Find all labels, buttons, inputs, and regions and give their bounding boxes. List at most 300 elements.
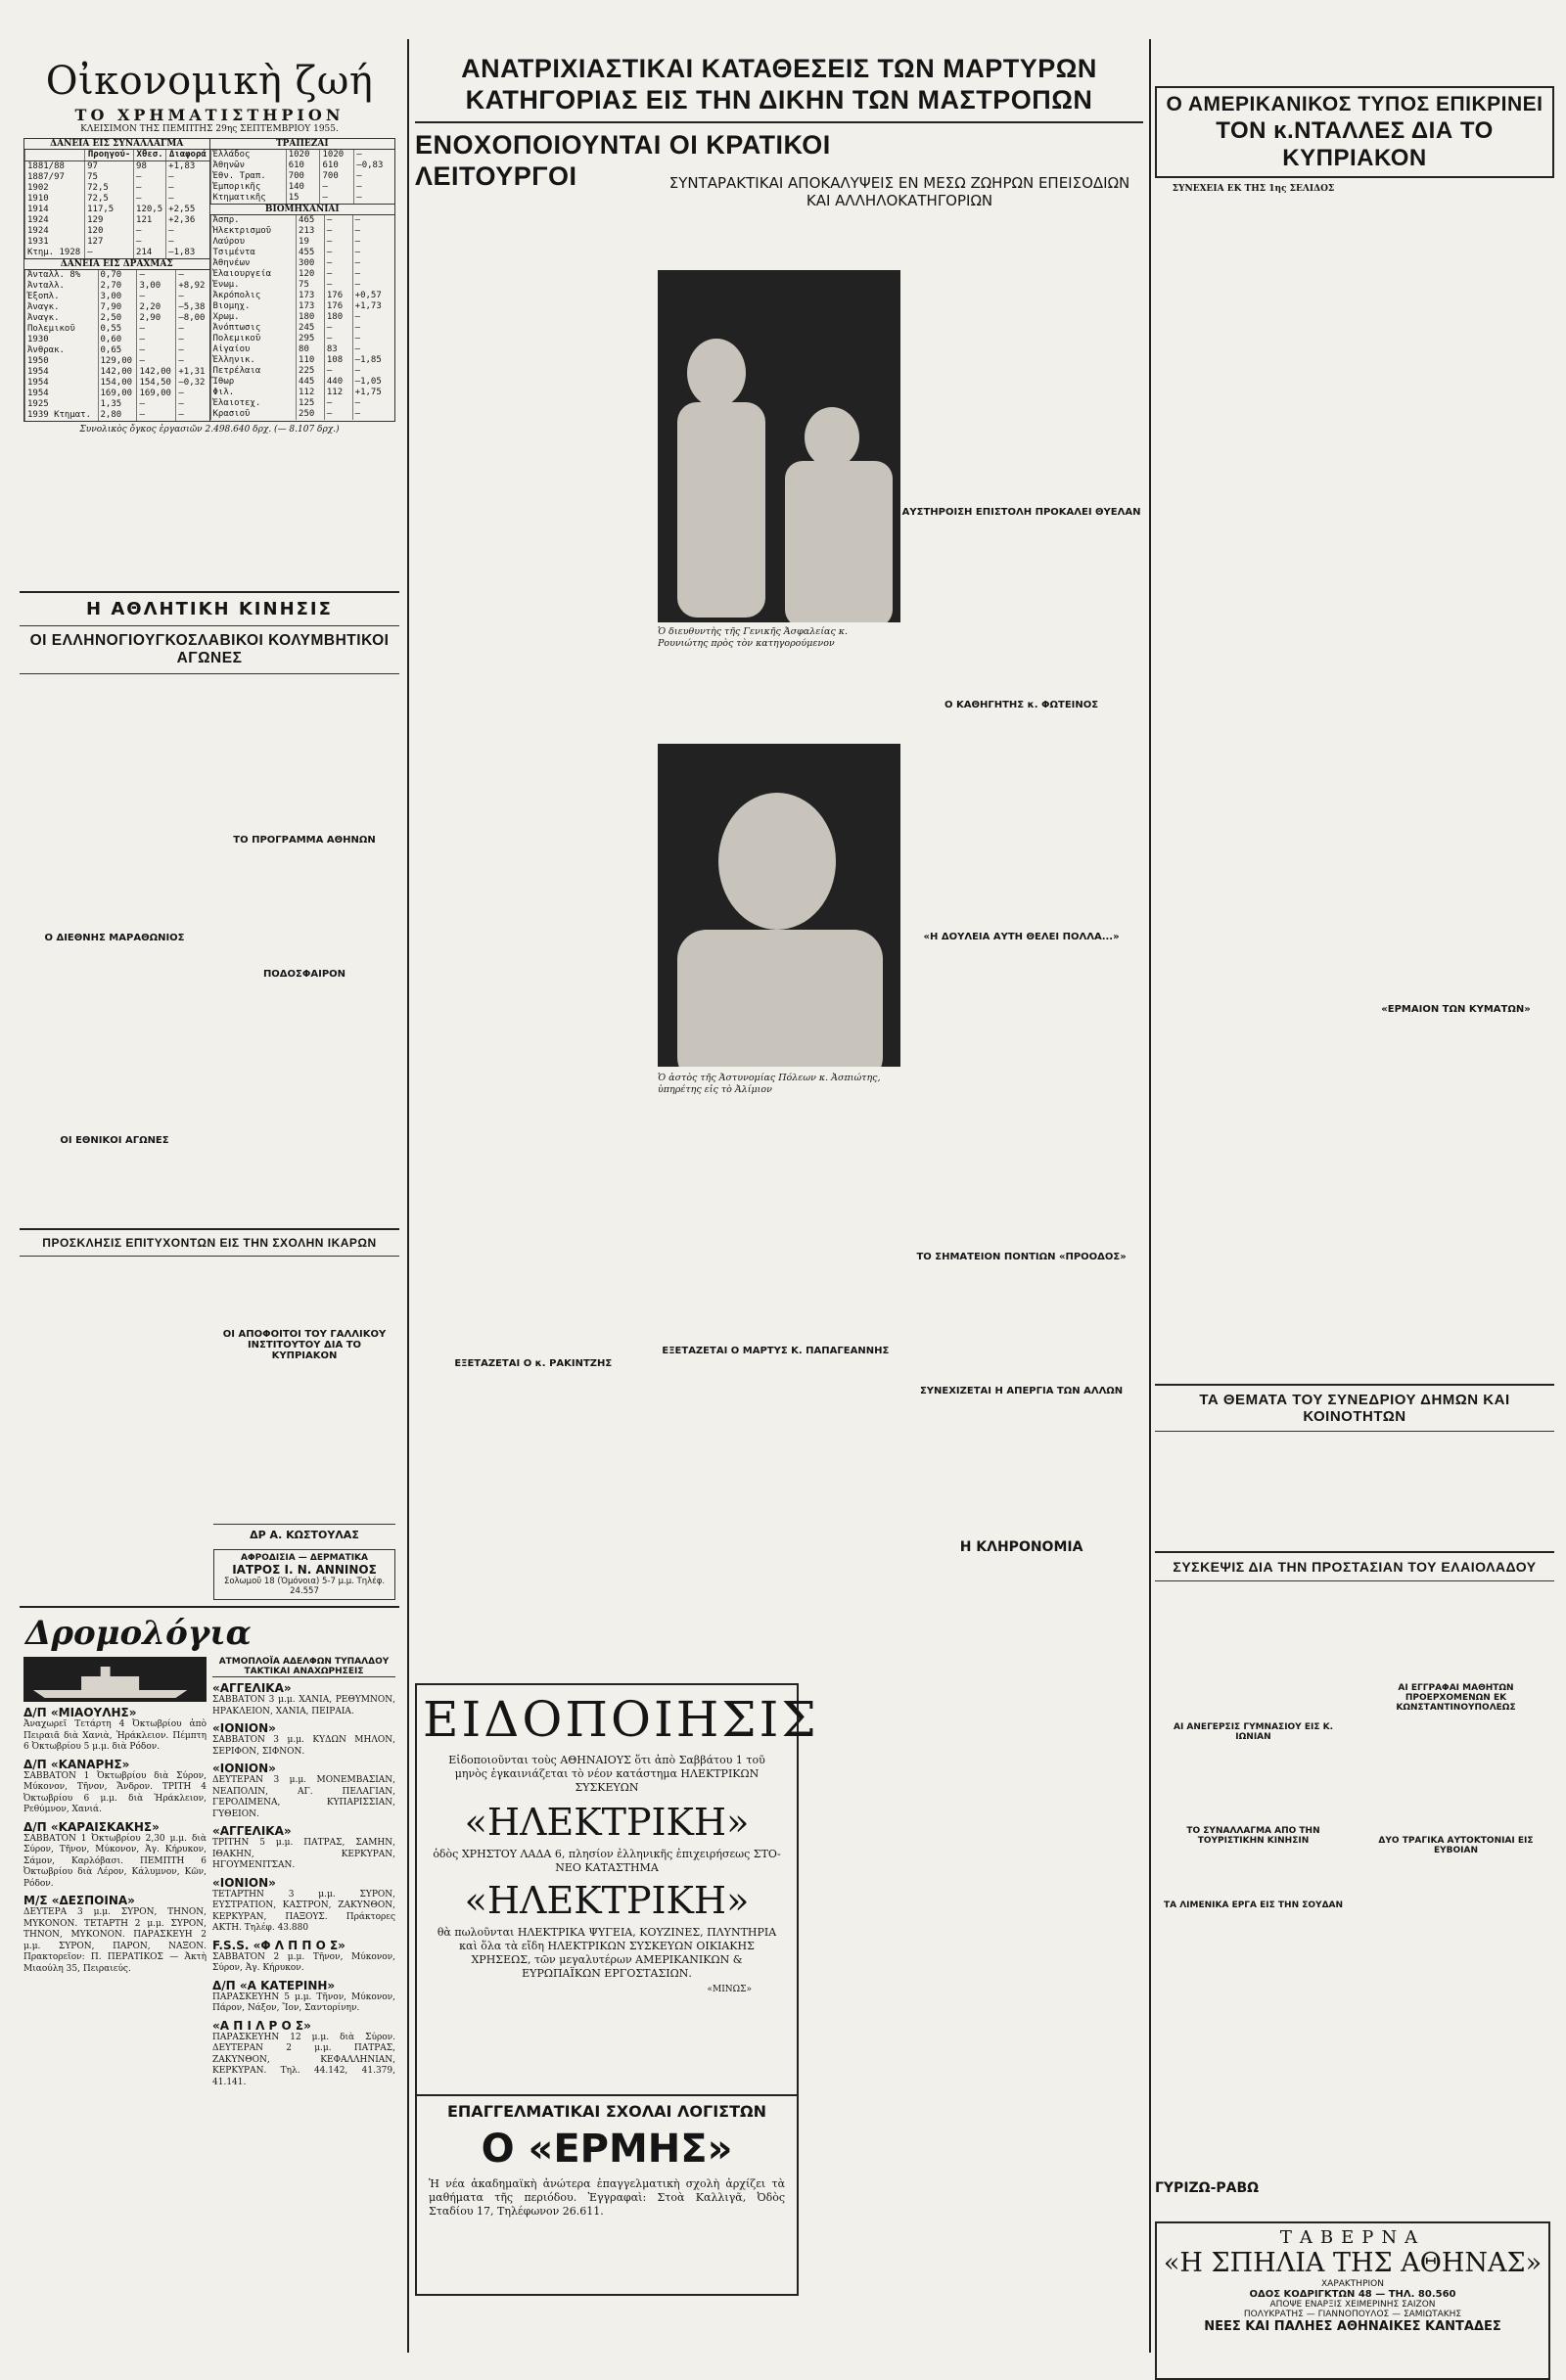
table-cell: — [324, 237, 352, 248]
table-cell: — [352, 280, 394, 291]
graduates-headline: ΟΙ ΑΠΟΦΟΙΤΟΙ ΤΟΥ ΓΑΛΛΙΚΟΥ ΙΝΣΤΙΤΟΥΤΟΥ ΔΙΑ ΤΟ ΚΥΠΡΙΑΚΟΝ [222, 1329, 387, 1361]
table-cell: — [324, 398, 352, 409]
table-cell: — [324, 215, 352, 226]
us-press-headline-line2: ΤΟΝ κ.ΝΤΑΛΛΕΣ ΔΙΑ ΤΟ ΚΥΠΡΙΑΚΟΝ [1216, 117, 1494, 171]
stock-tables [23, 138, 395, 422]
table-row [210, 377, 394, 388]
ship-name: Δ/Π «ΚΑΝΑΡΗΣ» [23, 1757, 130, 1771]
table-cell: — [137, 324, 176, 335]
table-row [210, 258, 394, 269]
table-cell: 610 [320, 160, 354, 171]
table-cell: 154,50 [137, 378, 176, 389]
table-cell: — [137, 345, 176, 356]
sports-article-e [213, 853, 395, 961]
shipping-right-column [212, 1657, 395, 2088]
table-cell: 112 [297, 388, 325, 398]
olive-oil-article [1155, 1587, 1352, 1715]
registration-headline: ΑΙ ΕΓΓΡΑΦΑΙ ΜΑΘΗΤΩΝ ΠΡΟΕΡΧΟΜΕΝΩΝ ΕΚ ΚΩΝΣΤΑΝΤΙΝΟΥΠΟΛΕΩΣ [1396, 1683, 1516, 1713]
table-cell: Ἀνόπτωσις [210, 323, 297, 334]
table-row [25, 183, 209, 194]
main-subheadline: ΣΥΝΤΑΡΑΚΤΙΚΑΙ ΑΠΟΚΑΛΥΨΕΙΣ ΕΝ ΜΕΣΩ ΖΩΗΡΩΝ ΕΠΕΙΣΟΔΙΩΝ ΚΑΙ ΑΛΛΗΛΟΚΑΤΗΓΟΡΙΩΝ [668, 174, 1130, 209]
table-cell: 173 [297, 301, 325, 312]
tavern-advert [1155, 2221, 1550, 2380]
table-cell: 0,55 [98, 324, 137, 335]
main-headline-line1: ΑΝΑΤΡΙΧΙΑΣΤΙΚΑΙ ΚΑΤΑΘΕΣΕΙΣ ΤΩΝ ΜΑΡΤΥΡΩΝ [461, 54, 1097, 83]
ship-schedule: Ἀναχωρεῖ Τετάρτη 4 Ὀκτωβρίου ἀπὸ Πειραιᾶ διὰ Χανιὰ, Ἡράκλειον. Πέμπτη 6 Ὀκτωβρίου 5 μ.μ. διὰ Ρόδον. [23, 1719, 207, 1752]
table-cell: Πολεμικοῦ [210, 334, 297, 344]
table-cell: 173 [297, 291, 325, 301]
table-row [25, 194, 209, 205]
column-rule-1 [407, 39, 409, 2353]
table-cell: — [352, 366, 394, 377]
table-cell: — [354, 150, 394, 160]
table-cell: 0,60 [98, 335, 137, 345]
table-row [210, 355, 394, 366]
table-cell: — [352, 323, 394, 334]
table-cell: Τσιμέντα [210, 248, 297, 258]
municipal-headline: ΤΑ ΘΕΜΑΤΑ ΤΟΥ ΣΥΝΕΔΡΙΟΥ ΔΗΜΩΝ ΚΑΙ ΚΟΙΝΟΤΗΤΩΝ [1199, 1392, 1510, 1425]
table-cell: — [352, 312, 394, 323]
table-cell: — [324, 334, 352, 344]
table-cell: 1950 [25, 356, 99, 367]
table-cell: 176 [324, 301, 352, 312]
table-cell: 2,80 [98, 410, 137, 421]
table-cell: 117,5 [85, 205, 134, 215]
tavern-word: ΤΑΒΕΡΝΑ [1279, 2227, 1426, 2248]
table-cell: Ἀσπρ. [210, 215, 297, 226]
table-cell: 112 [324, 388, 352, 398]
table-cell: 15 [286, 193, 320, 204]
table-cell: Κρασιοῦ [210, 409, 297, 420]
table-cell: —8,00 [176, 313, 209, 324]
table-cell: — [354, 171, 394, 182]
table-cell: 1020 [286, 150, 320, 160]
ship-schedule: ΣΑΒΒΑΤΟΝ 3 μ.μ. ΚΥΔΩΝ ΜΗΛΟΝ, ΣΕΡΙΦΟΝ, ΣΙΦΝΟΝ. [212, 1735, 395, 1757]
school-name: Ο «ΕΡΜΗΣ» [481, 2127, 733, 2172]
shipping-title: Δρομολόγια [25, 1614, 252, 1653]
notice-title: ΕΙΔΟΠΟΙΗΣΙΣ [423, 1691, 819, 1748]
table-cell: 2,20 [137, 302, 176, 313]
table-cell: 108 [324, 355, 352, 366]
table-cell: 72,5 [85, 194, 134, 205]
table-cell: — [352, 248, 394, 258]
ship-name: Δ/Π «Α ΚΑΤΕΡΙΝΗ» [212, 1978, 336, 1992]
notice-brand: «ΗΛΕΚΤΡΙΚΗ» [464, 1801, 750, 1844]
table-cell: — [166, 172, 209, 183]
table-row [210, 171, 394, 182]
table-cell: 2,50 [98, 313, 137, 324]
sports-article-d [213, 680, 395, 827]
table-cell: — [137, 356, 176, 367]
table-cell: Ἐλαιοτεχ. [210, 398, 297, 409]
table-cell: 169,00 [137, 389, 176, 399]
foreign-loans-table [24, 150, 209, 258]
table-cell: +1,73 [352, 301, 394, 312]
sports-article-c [23, 1154, 206, 1222]
ship-schedule: ΔΕΥΤΕΡΑΝ 3 μ.μ. ΜΟΝΕΜΒΑΣΙΑΝ, ΝΕΑΠΟΛΙΝ, ΑΓ. ΠΕΛΑΓΙΑΝ, ΓΕΡΟΛΙΜΕΝΑ, ΚΥΠΑΡΙΣΣΙΑΝ, ΓΥΘΕΙΟΝ. [212, 1775, 395, 1819]
harbor-headline: ΤΑ ΛΙΜΕΝΙΚΑ ΕΡΓΑ ΕΙΣ ΤΗΝ ΣΟΥΔΑΝ [1163, 1900, 1344, 1910]
table-row [25, 335, 209, 345]
table-cell: 120,5 [134, 205, 166, 215]
table-cell: — [324, 366, 352, 377]
suicides-article [1358, 1863, 1554, 1951]
table-cell: 445 [297, 377, 325, 388]
table-header-cell: Προηγού- [85, 150, 134, 161]
shipping-right-subheader: ΤΑΚΤΙΚΑΙ ΑΝΑΧΩΡΗΣΕΙΣ [212, 1667, 395, 1677]
table-cell: Ἐμπορικῆς [210, 182, 286, 193]
table-cell: Αἰγαίου [210, 344, 297, 355]
table-cell: Ἀκρόπολις [210, 291, 297, 301]
table-row [210, 366, 394, 377]
table-cell: — [352, 237, 394, 248]
table-cell: — [176, 292, 209, 302]
school-tagline: ΕΠΑΓΓΕΛΜΑΤΙΚΑΙ ΣΧΟΛΑΙ ΛΟΓΙΣΤΩΝ [446, 2102, 766, 2121]
column-main-story [415, 39, 1143, 2353]
table-cell: — [354, 182, 394, 193]
table-cell: 610 [286, 160, 320, 171]
table-cell: — [324, 226, 352, 237]
table-row [210, 248, 394, 258]
table-cell: Ἀθηνῶν [210, 160, 286, 171]
table-row [25, 410, 209, 421]
ship-schedule: ΣΑΒΒΑΤΟΝ 3 μ.μ. ΧΑΝΙΑ, ΡΕΘΥΜΝΟΝ, ΗΡΑΚΛΕΙΟΝ, ΧΑΝΙΑ, ΠΕΙΡΑΙΑ. [212, 1695, 395, 1716]
ship-icon [23, 1657, 207, 1702]
table-cell: — [176, 335, 209, 345]
table-cell: — [354, 193, 394, 204]
waves-headline: «ΕΡΜΑΙΟΝ ΤΩΝ ΚΥΜΑΤΩΝ» [1381, 1004, 1531, 1015]
photo-courtroom-caption: Ὁ διευθυντὴς τῆς Γενικῆς Ἀσφαλείας κ. Ρουνιώτης πρὸς τὸν κατηγορούμενον [658, 626, 849, 649]
ship-schedule: ΣΑΒΒΑΤΟΝ 2 μ.μ. Τῆνον, Μύκονον, Σύρον, Ἀγ. Κήρυκον. [212, 1951, 395, 1973]
table-cell: 2,70 [98, 281, 137, 292]
shipping-left-column [23, 1657, 207, 2088]
table-cell: 75 [297, 280, 325, 291]
table-cell: — [324, 248, 352, 258]
table-cell: 2,90 [137, 313, 176, 324]
table-row [210, 398, 394, 409]
table-cell: 700 [320, 171, 354, 182]
main-article-col-a [415, 225, 652, 1350]
table-cell: 214 [134, 248, 166, 258]
table-cell: 1925 [25, 399, 99, 410]
waves-article [1358, 1023, 1554, 1375]
main-headline-line3: ΕΝΟΧΟΠΟΙΟΥΝΤΑΙ ΟΙ ΚΡΑΤΙΚΟΙ ΛΕΙΤΟΥΡΓΟΙ [415, 130, 831, 191]
table-row [25, 226, 209, 237]
table-row [210, 344, 394, 355]
table-header-row [25, 150, 209, 161]
table-row [210, 160, 394, 171]
table-cell: 83 [324, 344, 352, 355]
photo-courtroom [658, 270, 900, 622]
table-cell: 110 [297, 355, 325, 366]
ship-name: Δ/Π «ΚΑΡΑΙΣΚΑΚΗΣ» [23, 1819, 160, 1834]
table-cell: — [166, 183, 209, 194]
table-cell: Ἠλεκτρισμοῦ [210, 226, 297, 237]
ionian-headline: ΑΙ ΑΝΕΓΕΡΣΙΣ ΓΥΜΝΑΣΙΟΥ ΕΙΣ Κ. ΙΩΝΙΑΝ [1173, 1722, 1334, 1742]
table-cell: — [176, 410, 209, 421]
ship-name: Μ/Σ «ΔΕΣΠΟΙΝΑ» [23, 1894, 135, 1907]
table-cell: — [176, 270, 209, 281]
table-cell: — [137, 292, 176, 302]
table-cell: — [134, 237, 166, 248]
table-cell: 300 [297, 258, 325, 269]
table-cell: —0,83 [354, 160, 394, 171]
table-cell: Χρωμ. [210, 312, 297, 323]
table-header-cell: Χθεσ. [134, 150, 166, 161]
table-row [25, 378, 209, 389]
industries-title: ΒΙΟΜΗΧΑΝΙΑΙ [210, 204, 395, 215]
table-cell: +1,31 [176, 367, 209, 378]
table-cell: 700 [286, 171, 320, 182]
tavern-songs: ΝΕΕΣ ΚΑΙ ΠΑΛΗΕΣ ΑΘΗΝΑΙΚΕΣ ΚΑΝΤΑΔΕΣ [1204, 2319, 1501, 2334]
notice-details: θὰ πωλοῦνται ΗΛΕΚΤΡΙΚΑ ΨΥΓΕΙΑ, ΚΟΥΖΙΝΕΣ, ΠΛΥΝΤΗΡΙΑ καὶ ὅλα τὰ εἴδη ΗΛΕΚΤΡΙΚΩΝ ΣΥΣΚΕΥΩΝ ΟΙΚΙΑΚΗΣ ΧΡΗΣΕΩΣ, τῶν μεγαλυτέρων ΑΜΕΡΙΚΑΝΙΚΩΝ & ΕΥΡΩΠΑΪΚΩΝ ΕΡΓΟΣΤΑΣΙΩΝ. [437, 1926, 777, 1980]
table-cell: — [134, 183, 166, 194]
table-row [25, 345, 209, 356]
table-cell: Φιλ. [210, 388, 297, 398]
continuation-note: ΣΥΝΕΧΕΙΑ ΕΚ ΤΗΣ 1ης ΣΕΛΙΔΟΣ [1172, 184, 1335, 194]
table-row [210, 269, 394, 280]
table-cell: 129 [85, 215, 134, 226]
table-row [25, 389, 209, 399]
table-cell: 72,5 [85, 183, 134, 194]
table-cell: 142,00 [137, 367, 176, 378]
table-cell: 0,70 [98, 270, 137, 281]
ikaron-headline: ΠΡΟΣΚΛΗΣΙΣ ΕΠΙΤΥΧΟΝΤΩΝ ΕΙΣ ΤΗΝ ΣΧΟΛΗΝ ΙΚΑΡΩΝ [42, 1236, 377, 1250]
table-cell: — [352, 334, 394, 344]
ship-name: F.S.S. «Φ Λ Π Π Ο Σ» [212, 1938, 345, 1952]
table-cell: 1020 [320, 150, 354, 160]
table-cell: +1,75 [352, 388, 394, 398]
table-cell: 1924 [25, 226, 85, 237]
pontians-headline: ΤΟ ΣΗΜΑΤΕΙΟΝ ΠΟΝΤΙΩΝ «ΠΡΟΟΔΟΣ» [916, 1252, 1127, 1262]
table-cell: 1930 [25, 335, 99, 345]
table-cell: Ἑλληνικ. [210, 355, 297, 366]
table-cell: 1881/88 [25, 161, 85, 173]
school-advert [415, 2094, 799, 2296]
suicides-headline: ΔΥΟ ΤΡΑΓΙΚΑ ΑΥΤΟΚΤΟΝΙΑΙ ΕΙΣ ΕΥΒΟΙΑΝ [1378, 1836, 1534, 1855]
ship-schedule: ΤΡΙΤΗΝ 5 μ.μ. ΠΑΤΡΑΣ, ΣΑΜΗΝ, ΙΘΑΚΗΝ, ΚΕΡΚΥΡΑΝ, ΗΓΟΥΜΕΝΙΤΣΑΝ. [212, 1838, 395, 1870]
table-cell: — [166, 237, 209, 248]
table-cell: Ἐλαιουργεία [210, 269, 297, 280]
table-cell: +2,55 [166, 205, 209, 215]
letter-article [899, 526, 1143, 692]
market-commentary-right [213, 438, 395, 585]
municipal-article-a [1155, 1438, 1352, 1545]
tavern-tagline: ΧΑΡΑΚΤΗΡΙΟΝ [1321, 2279, 1384, 2289]
table-cell: 455 [297, 248, 325, 258]
table-cell: 98 [134, 161, 166, 173]
table-cell: — [134, 226, 166, 237]
tourism-headline: ΤΟ ΣΥΝΑΛΛΑΓΜΑ ΑΠΟ ΤΗΝ ΤΟΥΡΙΣΤΙΚΗΝ ΚΙΝΗΣΙΝ [1186, 1826, 1320, 1846]
column-foreign-news [1155, 39, 1554, 2353]
table-row [25, 215, 209, 226]
table-cell: Ἀνταλλ. [25, 281, 99, 292]
table-cell: +8,92 [176, 281, 209, 292]
table-cell: Ἑνωμ. [210, 280, 297, 291]
table-cell: — [324, 258, 352, 269]
ship-name: «ΑΓΓΕΛΙΚΑ» [212, 1681, 292, 1695]
table-cell: 3,00 [98, 292, 137, 302]
table-cell: 250 [297, 409, 325, 420]
table-row [25, 302, 209, 313]
table-cell: — [176, 399, 209, 410]
table-row [25, 292, 209, 302]
tourism-article [1155, 1854, 1352, 1893]
witness-headline: ΕΞΕΤΑΖΕΤΑΙ Ο κ. ΡΑΚΙΝΤΖΗΣ [454, 1358, 613, 1369]
industries-table [210, 215, 395, 420]
table-row [210, 334, 394, 344]
table-header-cell: Διαφορά [166, 150, 209, 161]
table-row [25, 356, 209, 367]
table-cell: Κτημ. 1928 [25, 248, 85, 258]
table-row [210, 237, 394, 248]
tavern-name: «Η ΣΠΗΛΙΑ ΤΗΣ ΑΘΗΝΑΣ» [1163, 2248, 1543, 2278]
table-row [25, 205, 209, 215]
table-row [210, 193, 394, 204]
ship-schedule: ΤΕΤΑΡΤΗΝ 3 μ.μ. ΣΥΡΟΝ, ΕΥΣΤΡΑΤΙΟΝ, ΚΑΣΤΡΟΝ, ΖΑΚΥΝΘΟΝ, ΚΕΡΚΥΡΑΝ, ΠΑΞΟΥΣ. Πράκτορες ΑΚΤΗ. Τηλέφ. 43.880 [212, 1889, 395, 1933]
table-cell: 176 [324, 291, 352, 301]
table-cell: 245 [297, 323, 325, 334]
table-cell: — [324, 269, 352, 280]
ship-schedule: ΠΑΡΑΣΚΕΥΗΝ 12 μ.μ. διὰ Σύρον. ΔΕΥΤΕΡΑΝ 2 μ.μ. ΠΑΤΡΑΣ, ΖΑΚΥΝΘΟΝ, ΚΕΦΑΛΛΗΝΙΑΝ, ΚΕΡΚΥΡΑΝ. Τηλ. 44.142, 41.379, 41.141. [212, 2032, 395, 2087]
sports-sub-football: ΠΟΔΟΣΦΑΙΡΟΝ [262, 969, 346, 980]
banks-table [210, 150, 395, 204]
ship-name: «ΑΓΓΕΛΙΚΑ» [212, 1824, 292, 1838]
photo-witness-portrait [658, 744, 900, 1067]
strike-article [899, 1404, 1143, 1532]
table-cell: 295 [297, 334, 325, 344]
ship-schedule: ΣΑΒΒΑΤΟΝ 1 Ὀκτωβρίου 2,30 μ.μ. διὰ Σύρον, Τῆνον, Μύκονον, Ἀγ. Κήρυκον, Σάμον, Καρλόβασι. ΠΕΜΠΤΗ 6 Ὀκτωβρίου διὰ Λέρον, Κάλυμνον, Κῶν, Ρόδον. [23, 1833, 207, 1889]
papageannis-headline: ΕΞΕΤΑΖΕΤΑΙ Ο ΜΑΡΤΥΣ Κ. ΠΑΠΑΓΕΑΝΝΗΣ [662, 1346, 890, 1356]
inheritance-headline: Η ΚΛΗΡΟΝΟΜΙΑ [959, 1539, 1083, 1555]
notice-advert [415, 1683, 819, 2098]
ship-name: «Α Π Ι Λ Ρ Ο Σ» [212, 2018, 311, 2033]
pontians-article [899, 1270, 1143, 1378]
banks-title: ΤΡΑΠΕΖΑΙ [210, 139, 395, 150]
table-cell: 1954 [25, 389, 99, 399]
ship-illustration [23, 1657, 207, 1702]
table-cell: 225 [297, 366, 325, 377]
table-cell: — [352, 226, 394, 237]
doctor-ad-2-name: ΙΑΤΡΟΣ Ι. Ν. ΑΝΝΙΝΟΣ [232, 1563, 377, 1577]
sports-sub-national: ΟΙ ΕΘΝΙΚΟΙ ΑΓΩΝΕΣ [60, 1135, 169, 1146]
doctor-ad-2-address: Σολωμοῦ 18 (Ὁμόνοια) 5-7 μ.μ. Τηλέφ. 24.557 [223, 1577, 386, 1596]
economic-life-title: Οἰκονομικὴ ζωή [45, 59, 374, 104]
harbor-article [1155, 1918, 1352, 1967]
tavern-address: ΟΔΟΣ ΚΟΔΡΙΓΚΤΩΝ 48 — ΤΗΛ. 80.560 [1249, 2289, 1456, 2300]
inheritance-article [899, 1563, 1143, 1680]
table-cell: +0,57 [352, 291, 394, 301]
table-row [210, 323, 394, 334]
papageannis-article [658, 1364, 895, 1482]
us-press-headline-line1: Ο ΑΜΕΡΙΚΑΝΙΚΟΣ ΤΥΠΟΣ ΕΠΙΚΡΙΝΕΙ [1166, 93, 1543, 115]
column-rule-2 [1149, 39, 1151, 2353]
table-cell: —0,32 [176, 378, 209, 389]
table-cell: Ἐξοπλ. [25, 292, 99, 302]
table-cell: 154,00 [98, 378, 137, 389]
table-row [25, 313, 209, 324]
table-cell: Ἀθηνέων [210, 258, 297, 269]
table-cell: Λαύρου [210, 237, 297, 248]
table-cell: — [85, 248, 134, 258]
table-cell: Ἑλλάδος [210, 150, 286, 160]
notice-intro: Εἰδοποιοῦνται τοὺς ΑΘΗΝΑΙΟΥΣ ὅτι ἀπὸ Σαββάτου 1 τοῦ μηνὸς ἐγκαινιάζεται τὸ νέον κατάστημα ΗΛΕΚΤΡΙΚΩΝ ΣΥΣΚΕΥΩΝ [448, 1754, 765, 1794]
ship-name: «ΙΟΝΙΟΝ» [212, 1875, 276, 1890]
table-cell: 120 [297, 269, 325, 280]
table-row [210, 150, 394, 160]
table-cell: Ἀναγκ. [25, 302, 99, 313]
shipping-right-header: ΑΤΜΟΠΛΟΪΑ ΑΔΕΛΦΩΝ ΤΥΠΑΛΔΟΥ [218, 1657, 390, 1667]
table-row [210, 226, 394, 237]
table-cell: 19 [297, 237, 325, 248]
table-cell: Βιομηχ. [210, 301, 297, 312]
table-cell: Ἐθν. Τραπ. [210, 171, 286, 182]
table-cell: 127 [85, 237, 134, 248]
us-press-article-b [1358, 184, 1554, 996]
ship-name: «ΙΟΝΙΟΝ» [212, 1762, 276, 1775]
graduates-article [213, 1369, 395, 1516]
main-headline-line2: ΚΑΤΗΓΟΡΙΑΣ ΕΙΣ ΤΗΝ ΔΙΚΗΝ ΤΩΝ ΜΑΣΤΡΟΠΩΝ [465, 85, 1093, 114]
table-cell: — [176, 389, 209, 399]
table-cell: — [352, 344, 394, 355]
ionian-article [1155, 1750, 1352, 1818]
doctor-ad-1: ΔΡ Α. ΚΩΣΤΟΥΛΑΣ [213, 1524, 395, 1541]
sports-section-title: Η ΑΘΛΗΤΙΚΗ ΚΙΝΗΣΙΣ [86, 599, 333, 619]
table-cell: —5,38 [176, 302, 209, 313]
ikaron-article-cont [213, 1262, 395, 1321]
letter-headline: ΑΥΣΤΗΡΟΙΣΗ ΕΠΙΣΤΟΛΗ ΠΡΟΚΑΛΕΙ ΘΥΕΛΑΝ [901, 507, 1141, 518]
table-cell: Ἀναγκ. [25, 313, 99, 324]
drachma-loans-table [24, 270, 209, 421]
table-cell: — [166, 194, 209, 205]
ship-name: «ΙΟΝΙΟΝ» [212, 1721, 276, 1735]
table-cell: 1939 Κτηματ. [25, 410, 99, 421]
ship-schedule: ΔΕΥΤΕΡΑ 3 μ.μ. ΣΥΡΟΝ, ΤΗΝΟΝ, ΜΥΚΟΝΟΝ. ΤΕΤΑΡΤΗ 2 μ.μ. ΣΥΡΟΝ, ΤΗΝΟΝ, ΜΥΚΟΝΟΝ. ΠΑΡΑΣΚΕΥΗ 2 μ.μ. ΣΥΡΟΝ, ΠΑΡΟΝ, ΝΑΞΟΝ. Πρακτορεῖον: Π. ΠΕΡΑΤΙΚΟΣ — Ἀκτὴ Μιαούλη 35, Πειραιεύς. [23, 1907, 207, 1974]
table-row [25, 324, 209, 335]
table-cell: 7,90 [98, 302, 137, 313]
table-cell: — [134, 172, 166, 183]
table-cell: — [324, 409, 352, 420]
table-cell: 465 [297, 215, 325, 226]
notice-address: ὁδὸς ΧΡΗΣΤΟΥ ΛΑΔΑ 6, πλησίον ἐλληνικῆς ἐπιχειρήσεως ΣΤΟ-ΝΕΟ ΚΑΤΑΣΤΗΜΑ [433, 1848, 781, 1874]
table-cell: 142,00 [98, 367, 137, 378]
table-cell: — [320, 182, 354, 193]
professor-article [899, 718, 1143, 924]
table-cell: 1,35 [98, 399, 137, 410]
table-row [25, 237, 209, 248]
table-cell: 1931 [25, 237, 85, 248]
table-cell: — [137, 335, 176, 345]
professor-headline: Ο ΚΑΘΗΓΗΤΗΣ κ. ΦΩΤΕΙΝΟΣ [944, 700, 1099, 710]
table-cell: 75 [85, 172, 134, 183]
school-text: Ἡ νέα ἀκαδημαϊκὴ ἀνώτερα ἐπαγγελματικὴ σχολὴ ἀρχίζει τὰ μαθήματα τῆς περιόδου. Ἐγγραφαὶ: Στοὰ Καλλιγᾶ, Ὀδὸς Σταδίου 17, Τηλέφωνον 26.611. [429, 2177, 785, 2218]
table-cell: 1924 [25, 215, 85, 226]
us-press-article-a [1155, 194, 1352, 1378]
table-cell: Πολεμικοῦ [25, 324, 99, 335]
table-cell: +2,36 [166, 215, 209, 226]
table-cell: — [137, 270, 176, 281]
table-cell: 1887/97 [25, 172, 85, 183]
table-row [25, 367, 209, 378]
table-cell: — [352, 215, 394, 226]
table-cell: 1902 [25, 183, 85, 194]
table-row [210, 291, 394, 301]
tavern-season: ΑΠΟΨΕ ΕΝΑΡΞΙΣ ΧΕΙΜΕΡΙΝΗΣ ΣΑΙΖΟΝ [1269, 2300, 1436, 2310]
trading-volume: Συνολικὸς ὄγκος ἐργασιῶν 2.498.640 δρχ. (— 8.107 δρχ.) [79, 425, 340, 435]
table-cell: 440 [324, 377, 352, 388]
sports-sub-marathon: Ο ΔΙΕΘΝΗΣ ΜΑΡΑΘΩΝΙΟΣ [44, 933, 185, 943]
drachma-loans-title: ΔΑΝΕΙΑ ΕΙΣ ΔΡΑΧΜΑΣ [24, 258, 209, 270]
olive-oil-article-b [1358, 1587, 1554, 1675]
